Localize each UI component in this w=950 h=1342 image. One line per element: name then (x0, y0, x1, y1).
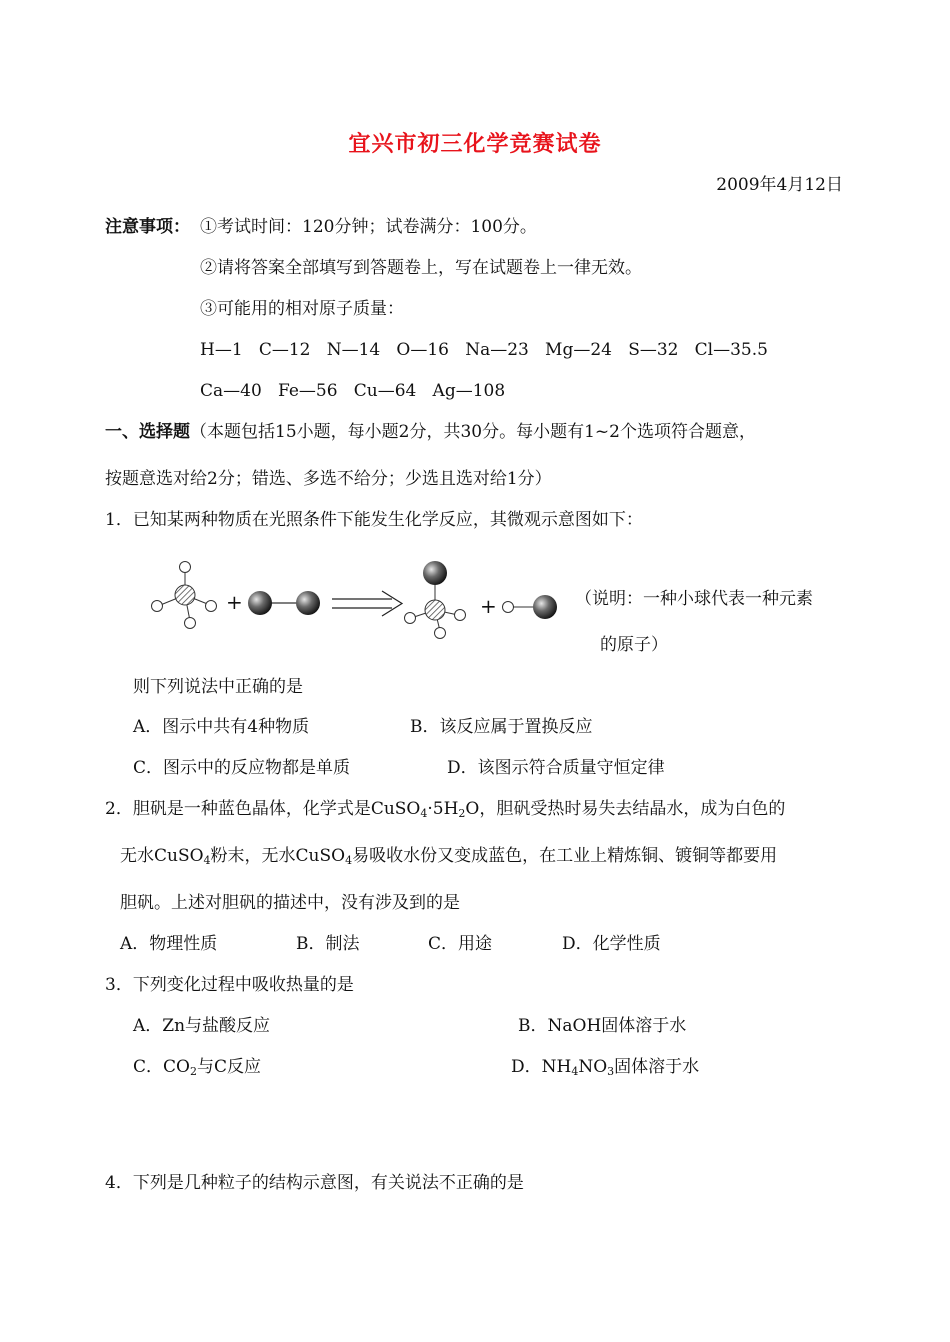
q2-line-1-subscript-1: 4 (420, 807, 428, 820)
q1-note-line-1: （说明：一种小球代表一种元素 (575, 589, 813, 609)
svg-text:+: + (226, 590, 243, 614)
q3-option-d-subscript-1: 4 (571, 1065, 579, 1078)
reaction-diagram (140, 555, 580, 655)
q3-option-c-part-a: C．CO (133, 1057, 190, 1077)
q3-option-c (133, 1059, 261, 1076)
q1-note-line-2: 的原子） (600, 635, 668, 655)
exam-date: 2009年4月12日 (716, 175, 843, 195)
notice-item-1: ①考试时间：120分钟；试卷满分：100分。 (200, 217, 537, 237)
section-1-desc-line-1: （本题包括15小题，每小题2分，共30分。每小题有1~2个选项符合题意， (190, 422, 756, 442)
q3-option-d-subscript-2: 3 (607, 1065, 615, 1078)
q2-line-2-part-b: 粉末，无水CuSO (210, 846, 346, 866)
q2-option-d: D．化学性质 (562, 934, 661, 954)
q1-option-c: C．图示中的反应物都是单质 (133, 758, 351, 778)
q1-stem: 1．已知某两种物质在光照条件下能发生化学反应，其微观示意图如下： (105, 510, 643, 530)
notice-item-3: ③可能用的相对原子质量： (200, 299, 404, 319)
q3-option-b: B．NaOH固体溶于水 (518, 1016, 687, 1036)
atomic-masses-line-1: H—1 C—12 N—14 O—16 Na—23 Mg—24 S—32 Cl—35.5 (200, 340, 768, 360)
notice-label: 注意事项： (105, 217, 190, 237)
q1-option-a: A．图示中共有4种物质 (133, 717, 310, 737)
q3-option-a: A．Zn与盐酸反应 (133, 1016, 271, 1036)
q1-option-b: B．该反应属于置换反应 (410, 717, 593, 737)
q2-line-1-part-b: ·5H (427, 799, 459, 819)
q2-line-1 (105, 801, 785, 818)
q2-option-a: A．物理性质 (120, 934, 218, 954)
q2-line-2-part-c: 易吸收水份又变成蓝色，在工业上精炼铜、镀铜等都要用 (352, 846, 778, 866)
q2-option-b: B．制法 (296, 934, 360, 954)
product-molecule-2 (503, 595, 558, 619)
section-1-desc-line-2: 按题意选对给2分；错选、多选不给分；少选且选对给1分） (105, 469, 552, 489)
q3-option-d (511, 1059, 699, 1076)
q2-line-1-subscript-2: 2 (458, 807, 466, 820)
q4-stem: 4．下列是几种粒子的结构示意图，有关说法不正确的是 (105, 1173, 524, 1193)
section-1-heading: 一、选择题 (105, 422, 190, 442)
reaction-arrow (332, 591, 402, 616)
reactant-molecule-1 (152, 562, 217, 629)
page-title: 宜兴市初三化学竞赛试卷 (348, 131, 602, 157)
atomic-masses-line-2: Ca—40 Fe—56 Cu—64 Ag—108 (200, 381, 506, 401)
q2-line-1-part-a: 2．胆矾是一种蓝色晶体，化学式是CuSO (105, 799, 421, 819)
q2-line-2-part-a: 无水CuSO (120, 846, 204, 866)
q1-ask: 则下列说法中正确的是 (133, 677, 303, 697)
q2-line-3: 胆矾。上述对胆矾的描述中，没有涉及到的是 (120, 893, 460, 913)
product-molecule-1 (405, 561, 466, 639)
q2-line-2-subscript-2: 4 (345, 854, 353, 867)
section-1-header (105, 424, 756, 441)
q2-line-2-subscript-1: 4 (203, 854, 211, 867)
q1-option-d: D．该图示符合质量守恒定律 (447, 758, 665, 778)
notice-item-2: ②请将答案全部填写到答题卷上，写在试题卷上一律无效。 (200, 258, 642, 278)
svg-text:+: + (480, 594, 497, 618)
q2-line-2 (120, 848, 777, 865)
q3-option-d-part-b: NO (578, 1057, 608, 1077)
q3-option-d-part-c: 固体溶于水 (614, 1057, 700, 1077)
q2-line-1-part-c: O，胆矾受热时易失去结晶水，成为白色的 (465, 799, 786, 819)
q2-option-c: C．用途 (428, 934, 493, 954)
q3-stem: 3．下列变化过程中吸收热量的是 (105, 975, 354, 995)
q3-option-c-part-b: 与C反应 (196, 1057, 261, 1077)
q3-option-d-part-a: D．NH (511, 1057, 572, 1077)
q3-option-c-subscript: 2 (189, 1065, 197, 1078)
reactant-molecule-2 (248, 591, 320, 615)
